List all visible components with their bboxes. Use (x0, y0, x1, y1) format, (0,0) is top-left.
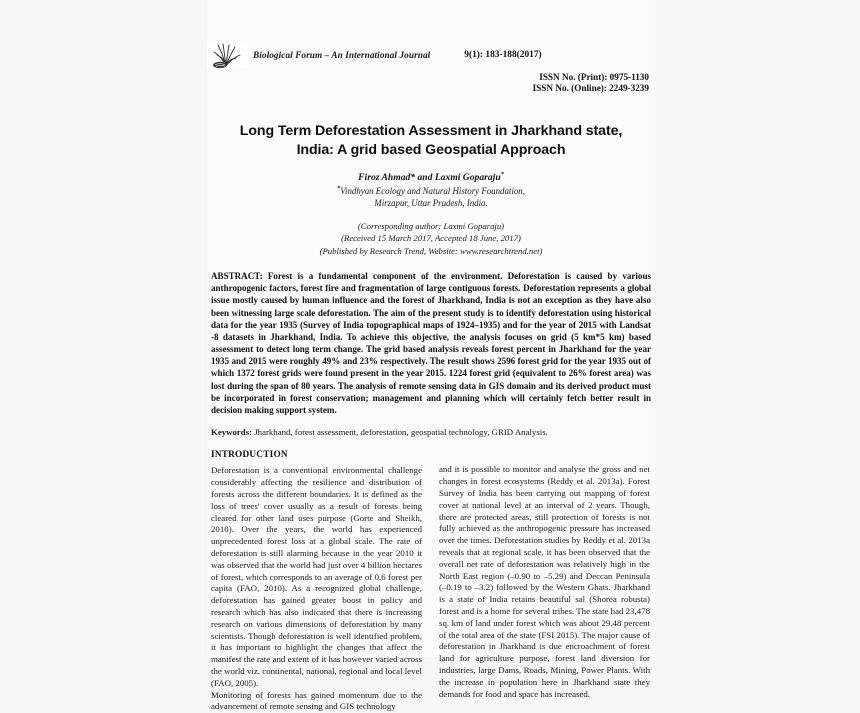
abstract-block (207, 270, 655, 416)
keywords-block (207, 427, 655, 438)
issn-print: ISSN No. (Print): 0975-1130 (539, 72, 649, 82)
author-affiliation-marker: * (500, 171, 504, 179)
journal-name: Biological Forum – An International Journal (253, 50, 431, 60)
body-column-right (439, 450, 650, 713)
column-top-spacer (439, 450, 650, 464)
paragraph: Deforestation is a conventional environmental challenge considerably affecting the resilience and distribution of forests across the different boundaries. It is defined as the loss of trees' cover usually as a result of forests being cleared for other land uses purpose (Gorte and Sheikh, 2010). Over the years, the world has experienced unprecedented forest loss at a global scale. The rate of deforestation is still alarming because in the year 2010 it was observed that the world had just over 4 billion hectares of forest, which corresponds to an average of 0.6 forest per capita (FAO, 2010). As a recognized global challenge, deforestation has gained greater boost in policy and research which has also indicated that there is increasing research on various dimensions of deforestation by many scientists. Though deforestation is well identified problem, it has important to highlight the changes that affect the manifest the rate and extent of it has however varied across the world viz. continental, national, regional and local level (FAO, 2005). (211, 465, 422, 688)
abstract-text: Forest is a fundamental component of the environment. Deforestation is caused by various anthropogenic factors, forest fire and fragmentation of large contiguous forests. Deforestation represents a global issue mostly caused by human influence and the forest of Jharkhand, India is not an exception as they have also been witnessing large scale deforestation. The aim of the present study is to identify deforestation using historical data for the year 1935 (Survey of India topographical maps of 1924–1935) and for the year of 2015 with Landsat -8 datasets in Jharkhand, India. To achieve this objective, the analysis focuses on grid (5 km*5 km) based assessment to detect long term change. The grid based analysis reveals forest percent in Jharkhand for the year 1935 and 2015 were roughly 49% and 23% respectively. The result shows 2596 forest grid for the year 1935 out of which 1372 forest grids were found present in the year 2015. 1224 forest grid (equivalent to 26% forest area) was lost during the span of 80 years. The analysis of remote sensing data in GIS domain and its derived product must be incorporated in forest conservation; management and planning which will certainly fetch better result in decision making support system. (211, 271, 651, 415)
page-title: Long Term Deforestation Assessment in Jharkhand state, India: A grid based Geospatial Approach (239, 123, 623, 159)
masthead-row (207, 42, 655, 68)
section-heading-introduction: INTRODUCTION (211, 450, 288, 461)
author-names (207, 171, 655, 183)
author-names-text: Firoz Ahmad* and Laxmi Goparaju (358, 172, 501, 184)
keywords-text: Jharkhand, forest assessment, deforestation, geospatial technology, GRID Analysis. (252, 427, 548, 437)
published-by-note: (Published by Research Trend, Website: www.researchtrend.net) (319, 245, 543, 256)
volume-issue-pages: 9(1): 183-188(2017) (464, 50, 542, 60)
received-accepted-dates: (Received 15 March 2017, Accepted 18 June, 2017) (341, 233, 521, 244)
issn-online: ISSN No. (Online): 2249-3239 (532, 83, 649, 94)
abstract-label: ABSTRACT: (211, 271, 263, 282)
paragraph: Monitoring of forests has gained momentum due to the advancement of remote sensing and GIS technology (211, 689, 422, 712)
body-columns (207, 450, 655, 713)
body-column-left (211, 450, 422, 713)
corresponding-author: (Corresponding author: Laxmi Goparaju) (357, 221, 505, 232)
issn-block (207, 72, 655, 94)
affiliation-line-1 (207, 185, 655, 197)
journal-masthead (207, 0, 655, 104)
publication-note (207, 220, 655, 257)
affiliation-line-1-text: Vindhyan Ecology and Natural History Foundation, (340, 185, 525, 196)
grass-plant-logo-icon (207, 42, 247, 68)
affiliation-marker: * (337, 184, 341, 192)
author-affiliation (207, 185, 655, 210)
paper-sheet (207, 0, 655, 712)
affiliation-line-2: Mirzapur, Uttar Pradesh, India. (374, 197, 488, 208)
keywords-label: Keywords: (211, 427, 253, 437)
paragraph: and it is possible to monitor and analyse the gross and net changes in forest ecosystems (Reddy et al. 2013a). Forest Survey of India has been carrying out mapping of forest cover at national level at an interval of 2 years. Though, there are protected areas, still protection of forests is not fully achieved as the anthropogenic pressure has increased over the times. Deforestation studies by Reddy et al. 2013a reveals that at regional scale, it has been observed that the overall net rate of deforestation was relatively high in the North East region (–0.90 to –5.29) and Deccan Peninsula (–0.19 to –3.2) followed by the Western Ghats. Jharkhand is a state of India retains beautiful sal (Shorea robusta) forest and is a home for several tribes. The state had 23,478 sq. km of land under forest which was about 29.48 percent of the total area of the state (FSI 2015). The major cause of deforestation in Jharkhand is due encroachment of forest land for agriculture purpose, forest land diversion for industries, large Dams, Roads, Mining, Power Plants. With the increase in population here in Jharkhand state they demands for food and space has increased. (439, 464, 650, 699)
